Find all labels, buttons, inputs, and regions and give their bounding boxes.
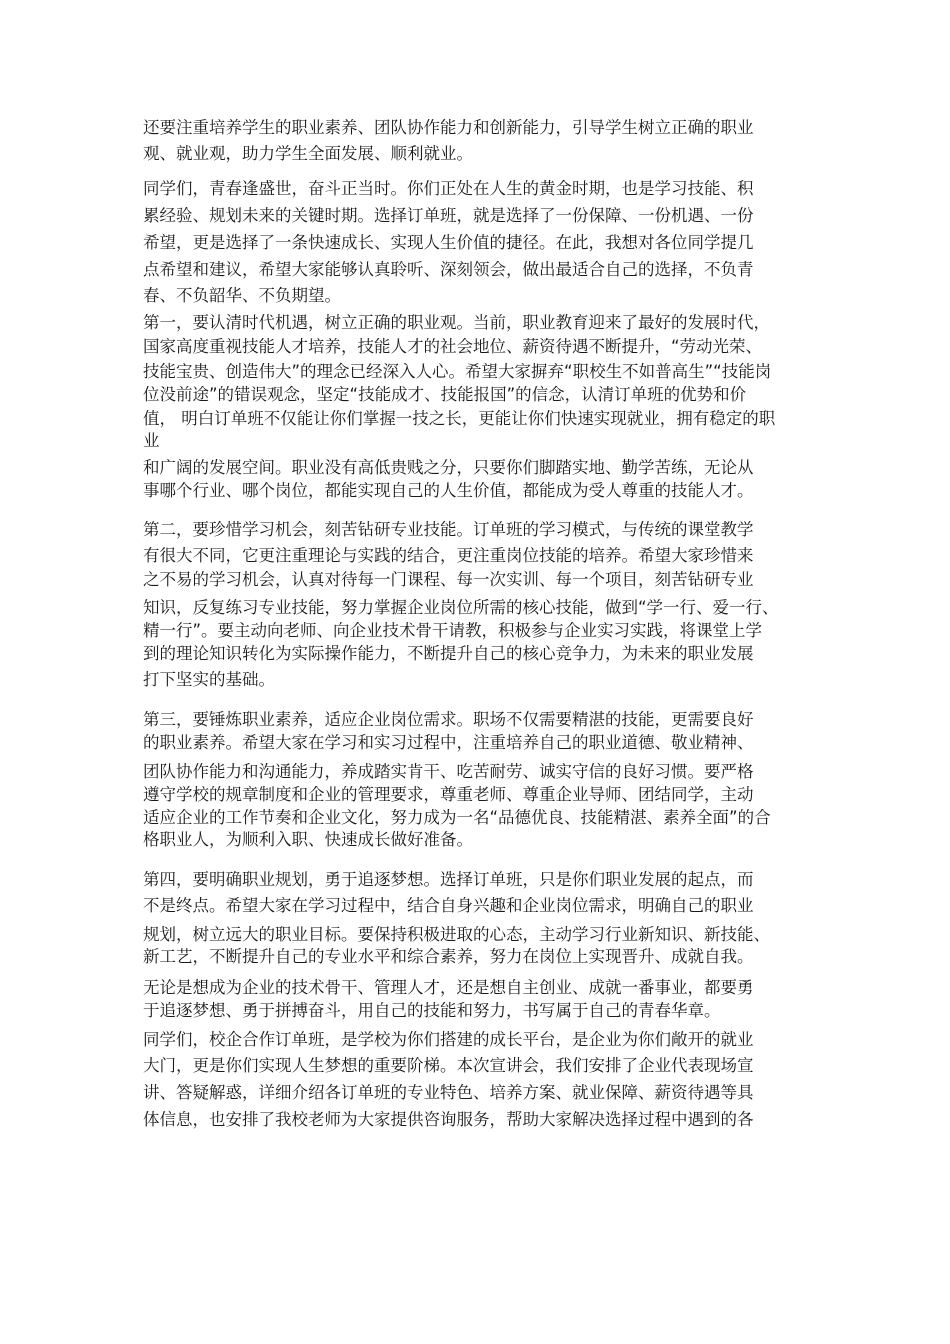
text-line: 大门，更是你们实现人生梦想的重要阶梯。本次宣讲会，我们安排了企业代表现场宣 (143, 1056, 754, 1075)
text-line: 团队协作能力和沟通能力，养成踏实肯干、吃苦耐劳、诚实守信的良好习惯。要严格 (143, 762, 754, 781)
text-line: 知识，反复练习专业技能，努力掌握企业岗位所需的核心技能，做到“学一行、爱一行、 (143, 598, 779, 617)
text-line: 累经验、规划未来的关键时期。选择订单班，就是选择了一份保障、一份机遇、一份 (143, 206, 754, 225)
text-line: 事哪个行业、哪个岗位，都能实现自己的人生价值，都能成为受人尊重的技能人才。 (143, 481, 754, 500)
text-line: 不是终点。希望大家在学习过程中，结合自身兴趣和企业岗位需求，明确自己的职业 (143, 896, 754, 915)
text-line: 精一行”。要主动向老师、向企业技术骨干请教，积极参与企业实习实践，将课堂上学 (143, 621, 763, 640)
text-line: 第二，要珍惜学习机会，刻苦钻研专业技能。订单班的学习模式，与传统的课堂教学 (143, 520, 754, 539)
text-line: 观、就业观，助力学生全面发展、顺利就业。 (143, 144, 473, 163)
text-line: 和广阔的发展空间。职业没有高低贵贱之分，只要你们脚踏实地、勤学苦练，无论从 (143, 458, 754, 477)
text-line: 希望，更是选择了一条快速成长、实现人生价值的捷径。在此，我想对各位同学提几 (143, 233, 754, 252)
text-line: 国家高度重视技能人才培养，技能人才的社会地位、薪资待遇不断提升，“劳动光荣、 (143, 337, 763, 356)
text-line: 新工艺，不断提升自己的专业水平和综合素养，努力在岗位上实现晋升、成就自我。 (143, 947, 754, 966)
text-line: 第四，要明确职业规划，勇于追逐梦想。选择订单班，只是你们职业发展的起点，而 (143, 870, 754, 889)
text-line: 之不易的学习机会，认真对待每一门课程、每一次实训、每一个项目，刻苦钻研专业 (143, 570, 754, 589)
text-line: 格职业人，为顺利入职、快速成长做好准备。 (143, 830, 473, 849)
text-line: 规划，树立远大的职业目标。要保持积极进取的心态，主动学习行业新知识、新技能、 (143, 925, 770, 944)
text-line: 还要注重培养学生的职业素养、团队协作能力和创新能力，引导学生树立正确的职业 (143, 118, 754, 137)
text-line: 业 (143, 431, 160, 450)
text-line: 打下坚实的基础。 (143, 670, 275, 689)
text-line: 第一，要认清时代机遇，树立正确的职业观。当前，职业教育迎来了最好的发展时代， (143, 313, 770, 332)
text-line: 技能宝贵、创造伟大”的理念已经深入人心。希望大家摒弃“职校生不如普高生”“技能岗 (143, 362, 772, 381)
text-line: 适应企业的工作节奏和企业文化，努力成为一名“品德优良、技能精湛、素养全面”的合 (143, 808, 771, 827)
text-line: 无论是想成为企业的技术骨干、管理人才，还是想自主创业、成就一番事业，都要勇 (143, 978, 754, 997)
text-line: 同学们，青春逢盛世，奋斗正当时。你们正处在人生的黄金时期，也是学习技能、积 (143, 179, 754, 198)
text-line: 体信息，也安排了我校老师为大家提供咨询服务，帮助大家解决选择过程中遇到的各 (143, 1110, 754, 1129)
text-line: 点希望和建议，希望大家能够认真聆听、深刻领会，做出最适合自己的选择，不负青 (143, 260, 754, 279)
text-line: 于追逐梦想、勇于拼搏奋斗，用自己的技能和努力，书写属于自己的青春华章。 (143, 1001, 721, 1020)
text-line: 位没前途”的错误观念，坚定“技能成才、技能报国”的信念，认清订单班的优势和价 (143, 385, 747, 404)
text-line: 有很大不同，它更注重理论与实践的结合，更注重岗位技能的培养。希望大家珍惜来 (143, 546, 754, 565)
text-line: 值， 明白订单班不仅能让你们掌握一技之长，更能让你们快速实现就业，拥有稳定的职 (143, 409, 776, 428)
text-line: 春、不负韶华、不负期望。 (143, 286, 341, 305)
text-line: 第三，要锤炼职业素养，适应企业岗位需求。职场不仅需要精湛的技能，更需要良好 (143, 710, 754, 729)
text-line: 同学们，校企合作订单班，是学校为你们搭建的成长平台，是企业为你们敞开的就业 (143, 1030, 754, 1049)
text-line: 的职业素养。希望大家在学习和实习过程中，注重培养自己的职业道德、敬业精神、 (143, 733, 754, 752)
text-line: 讲、答疑解惑，详细介绍各订单班的专业特色、培养方案、就业保障、薪资待遇等具 (143, 1083, 754, 1102)
text-line: 遵守学校的规章制度和企业的管理要求，尊重老师、尊重企业导师、团结同学，主动 (143, 785, 754, 804)
text-line: 到的理论知识转化为实际操作能力，不断提升自己的核心竞争力，为未来的职业发展 (143, 644, 754, 663)
